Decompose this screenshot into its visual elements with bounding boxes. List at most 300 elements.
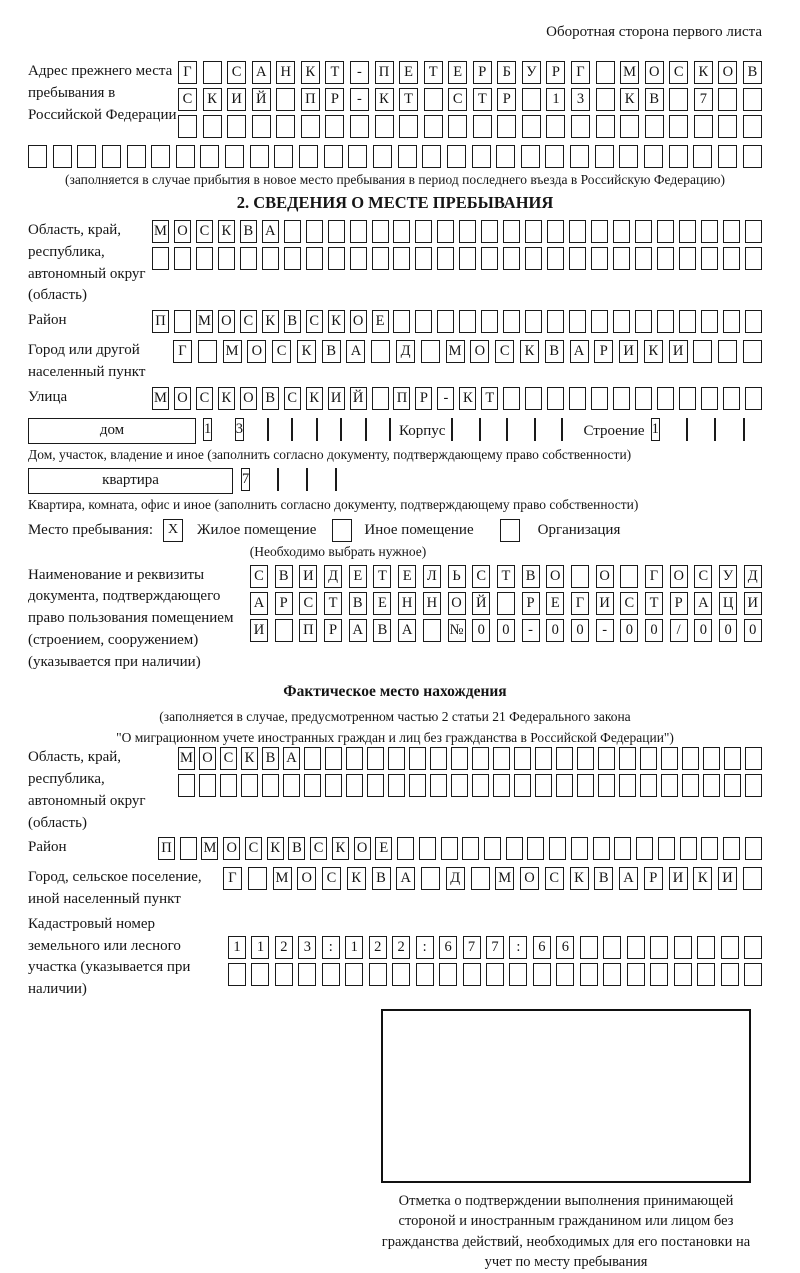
char-box: 7 [463,936,481,959]
char-box [393,247,410,270]
char-box [644,145,663,168]
char-box [262,774,279,797]
char-box [603,936,621,959]
char-box: 0 [497,619,515,642]
s3-region-label: Область, край, республика, автономный округ (область) [28,749,146,831]
char-box [545,145,564,168]
char-box [745,387,762,410]
prev-address-row-2 [178,88,762,111]
char-box [451,418,453,441]
char-box [275,619,293,642]
char-box [274,145,293,168]
char-box [693,145,712,168]
char-box [316,418,318,441]
char-box [421,340,440,363]
char-box [430,774,447,797]
char-box: С [227,61,246,84]
char-box [481,220,498,243]
char-box [701,220,718,243]
char-box [723,220,740,243]
char-box: 0 [472,619,490,642]
confirmation-mark-area [370,1009,762,1273]
char-box [328,220,345,243]
char-box [525,310,542,333]
s3-district-row [158,837,762,860]
char-box [570,145,589,168]
char-box [462,837,479,860]
char-box: Д [324,565,342,588]
char-box: Ц [719,592,737,615]
char-box [241,774,258,797]
char-box [743,340,762,363]
char-box [472,145,491,168]
char-box [682,774,699,797]
char-box [635,247,652,270]
char-box [745,747,762,770]
char-box: № [448,619,466,642]
char-box [679,310,696,333]
char-box: И [718,867,737,890]
char-box [743,867,762,890]
char-box: 6 [556,936,574,959]
char-box: И [227,88,246,111]
char-box [448,115,467,138]
char-box: О [240,387,257,410]
char-box: К [332,837,349,860]
char-box: Р [546,61,565,84]
char-box: Е [398,565,416,588]
char-box [451,774,468,797]
char-box: 0 [546,619,564,642]
char-box: / [670,619,688,642]
char-box: Т [324,592,342,615]
char-box [250,145,269,168]
char-box [556,963,574,986]
char-box [178,774,195,797]
char-box [657,220,674,243]
char-box [283,774,300,797]
char-box: В [522,565,540,588]
char-box: Г [645,565,663,588]
char-box [619,774,636,797]
char-box: Е [373,592,391,615]
char-box [650,936,668,959]
char-box [613,247,630,270]
char-box: В [645,88,664,111]
char-box [497,592,515,615]
char-box: И [328,387,345,410]
char-box: О [645,61,664,84]
char-box: К [375,88,394,111]
doc-row-2 [250,592,762,615]
char-box: О [218,310,235,333]
char-box: К [203,88,222,111]
char-box [591,310,608,333]
stay-type-checkbox-other [332,519,352,542]
stay-type-checkbox-organization [500,519,520,542]
char-box: 2 [369,936,387,959]
char-box: С [694,565,712,588]
char-box [473,115,492,138]
char-box [645,115,664,138]
apartment-box-label: квартира [28,468,233,494]
char-box [546,115,565,138]
char-box [701,310,718,333]
char-box: А [252,61,271,84]
s2-city-label: Город или другой населенный пункт [28,342,146,380]
char-box: И [299,565,317,588]
char-box [661,747,678,770]
stay-type-option-organization: Организация [537,521,621,538]
char-box [409,774,426,797]
char-box [744,963,762,986]
char-box: К [218,220,235,243]
char-box: О [223,837,240,860]
char-box [527,837,544,860]
char-box [743,145,762,168]
char-box: С [240,310,257,333]
section3-title: Фактическое место нахождения [283,683,507,701]
char-box [437,220,454,243]
char-box [569,247,586,270]
char-box [503,387,520,410]
char-box: Р [324,619,342,642]
char-box [694,115,713,138]
char-box [423,619,441,642]
char-box: С [250,565,268,588]
char-box [409,747,426,770]
char-box: М [223,340,242,363]
char-box [365,418,367,441]
char-box: П [299,619,317,642]
char-box: 1 [203,418,212,441]
char-box [680,837,697,860]
char-box: Т [373,565,391,588]
char-box [549,837,566,860]
prev-address-row-3 [178,115,762,138]
char-box [657,247,674,270]
char-box: Н [398,592,416,615]
char-box: В [275,565,293,588]
cadastre-row-1 [228,936,762,959]
char-box [178,115,197,138]
stay-type-option-residential: Жилое помещение [197,521,317,538]
char-box [481,310,498,333]
char-box [472,774,489,797]
char-box [693,340,712,363]
stay-type-label: Место пребывания: [28,521,153,538]
char-box: А [398,619,416,642]
char-box: 3 [298,936,316,959]
apartment-note: Квартира, комната, офис и иное (заполнить согласно документу, подтверждающему право собственности) [28,496,639,512]
char-box [451,747,468,770]
char-box [299,145,318,168]
char-box [724,774,741,797]
char-box [619,747,636,770]
char-box [745,774,762,797]
char-box: - [596,619,614,642]
char-box [577,747,594,770]
char-box: Е [399,61,418,84]
s2-district-label: Район [28,312,67,328]
char-box [346,774,363,797]
stay-type-option-other: Иное помещение [364,521,474,538]
char-box: М [196,310,213,333]
char-box [199,774,216,797]
char-box [348,145,367,168]
s3-region-rows [178,747,762,801]
char-box [682,747,699,770]
char-box [472,747,489,770]
char-box [225,145,244,168]
char-box [367,747,384,770]
char-box: К [301,61,320,84]
char-box: М [620,61,639,84]
char-box: Й [252,88,271,111]
char-box [276,115,295,138]
char-box [703,774,720,797]
char-box [627,963,645,986]
korpus-label: Корпус [399,422,446,439]
char-box: Е [448,61,467,84]
char-box [569,310,586,333]
char-box: Е [546,592,564,615]
s2-street-row [152,387,762,410]
char-box [322,963,340,986]
stay-type-row [28,519,762,542]
char-box [340,418,342,441]
char-box [635,220,652,243]
s2-house-block [28,418,762,444]
char-box [580,936,598,959]
s2-region-block [28,220,762,307]
char-box: В [373,619,391,642]
char-box: Р [473,61,492,84]
char-box: Б [497,61,516,84]
stroenie-label: Строение [583,422,645,439]
char-box: С [545,867,564,890]
s3-city-row [223,867,762,890]
char-box: В [262,387,279,410]
prev-address-row-1 [178,61,762,84]
char-box [304,774,321,797]
char-box: К [570,867,589,890]
char-box [650,963,668,986]
char-box: В [372,867,391,890]
char-box [203,61,222,84]
char-box [350,115,369,138]
char-box: Р [522,592,540,615]
stay-type-checkbox-residential: X [163,519,183,542]
char-box: 0 [719,619,737,642]
char-box [389,418,391,441]
char-box: С [310,837,327,860]
char-box [481,247,498,270]
char-box [571,115,590,138]
char-box: С [495,340,514,363]
char-box [596,115,615,138]
char-box [180,837,197,860]
char-box: 0 [620,619,638,642]
char-box [636,837,653,860]
char-box: О [596,565,614,588]
char-box: О [448,592,466,615]
char-box [718,115,737,138]
char-box: П [301,88,320,111]
char-box [459,310,476,333]
char-box [479,418,481,441]
char-box [447,145,466,168]
char-box [547,220,564,243]
char-box: : [322,936,340,959]
char-box: 0 [645,619,663,642]
s2-city-block [28,340,762,384]
char-box: В [322,340,341,363]
s2-doc-block [28,565,762,674]
char-box: С [196,220,213,243]
char-box [416,963,434,986]
s3-region-row-2 [178,774,762,797]
char-box: С [448,88,467,111]
char-box [174,247,191,270]
char-box: С [178,88,197,111]
char-box: А [349,619,367,642]
char-box: Т [424,61,443,84]
char-box [388,774,405,797]
house-note: Дом, участок, владение и иное (заполнить согласно документу, подтверждающему право собственности) [28,446,632,462]
char-box: У [719,565,737,588]
char-box: Й [472,592,490,615]
char-box [686,418,688,441]
stay-type-note: (Необходимо выбрать нужное) [249,543,427,559]
char-box [196,247,213,270]
s3-region-row-1 [178,747,762,770]
char-box [369,963,387,986]
char-box [718,340,737,363]
section3-note-1: (заполняется в случае, предусмотренном частью 2 статьи 21 Федерального закона [159,709,631,725]
char-box: П [375,61,394,84]
char-box: К [267,837,284,860]
char-box: Й [350,387,367,410]
char-box: П [152,310,169,333]
char-box [345,963,363,986]
char-box [388,747,405,770]
char-box [598,747,615,770]
char-box: В [240,220,257,243]
char-box [669,115,688,138]
char-box: В [284,310,301,333]
char-box [399,115,418,138]
char-box [556,774,573,797]
char-box: : [509,936,527,959]
prev-address-block [28,61,762,142]
char-box: А [250,592,268,615]
char-box [335,468,337,491]
char-box: В [262,747,279,770]
char-box [503,247,520,270]
char-box [252,115,271,138]
char-box [723,310,740,333]
char-box: : [416,936,434,959]
char-box [393,310,410,333]
char-box [547,387,564,410]
cadastre-label: Кадастровый номер земельного или лесного участка (указывается при наличии) [28,915,191,997]
char-box [220,774,237,797]
char-box: М [446,340,465,363]
char-box [534,418,536,441]
char-box [251,963,269,986]
s3-city-label: Город, сельское поселение, иной населенный пункт [28,869,202,907]
s2-street-label: Улица [28,388,68,405]
char-box [598,774,615,797]
char-box: И [619,340,638,363]
char-box [306,468,308,491]
s3-cadastre-block [28,914,762,1001]
char-box [240,247,257,270]
char-box: П [158,837,175,860]
char-box: С [272,340,291,363]
char-box: О [670,565,688,588]
char-box [525,247,542,270]
char-box [306,247,323,270]
char-box [714,418,716,441]
char-box: О [718,61,737,84]
char-box [424,88,443,111]
char-box: К [644,340,663,363]
char-box: В [743,61,762,84]
char-box [393,220,410,243]
char-box: Р [644,867,663,890]
char-box [525,387,542,410]
char-box [291,418,293,441]
char-box: Н [276,61,295,84]
char-box: О [199,747,216,770]
char-box: С [306,310,323,333]
char-box [723,837,740,860]
char-box [430,747,447,770]
char-box [613,220,630,243]
char-box: К [520,340,539,363]
char-box [743,88,762,111]
char-box [591,387,608,410]
char-box [415,247,432,270]
char-box [521,145,540,168]
char-box: О [350,310,367,333]
char-box: 1 [228,936,246,959]
char-box [298,963,316,986]
char-box: О [297,867,316,890]
char-box: О [174,387,191,410]
char-box [724,747,741,770]
char-box: Г [571,592,589,615]
char-box [593,837,610,860]
korpus-cells [451,418,563,441]
char-box [627,936,645,959]
char-box [556,747,573,770]
char-box: Т [645,592,663,615]
char-box [151,145,170,168]
cadastre-rows [228,936,762,990]
char-box [176,145,195,168]
char-box [577,774,594,797]
char-box [375,115,394,138]
char-box: К [297,340,316,363]
char-box [697,963,715,986]
char-box: А [619,867,638,890]
char-box [439,963,457,986]
char-box [301,115,320,138]
char-box: 1 [345,936,363,959]
